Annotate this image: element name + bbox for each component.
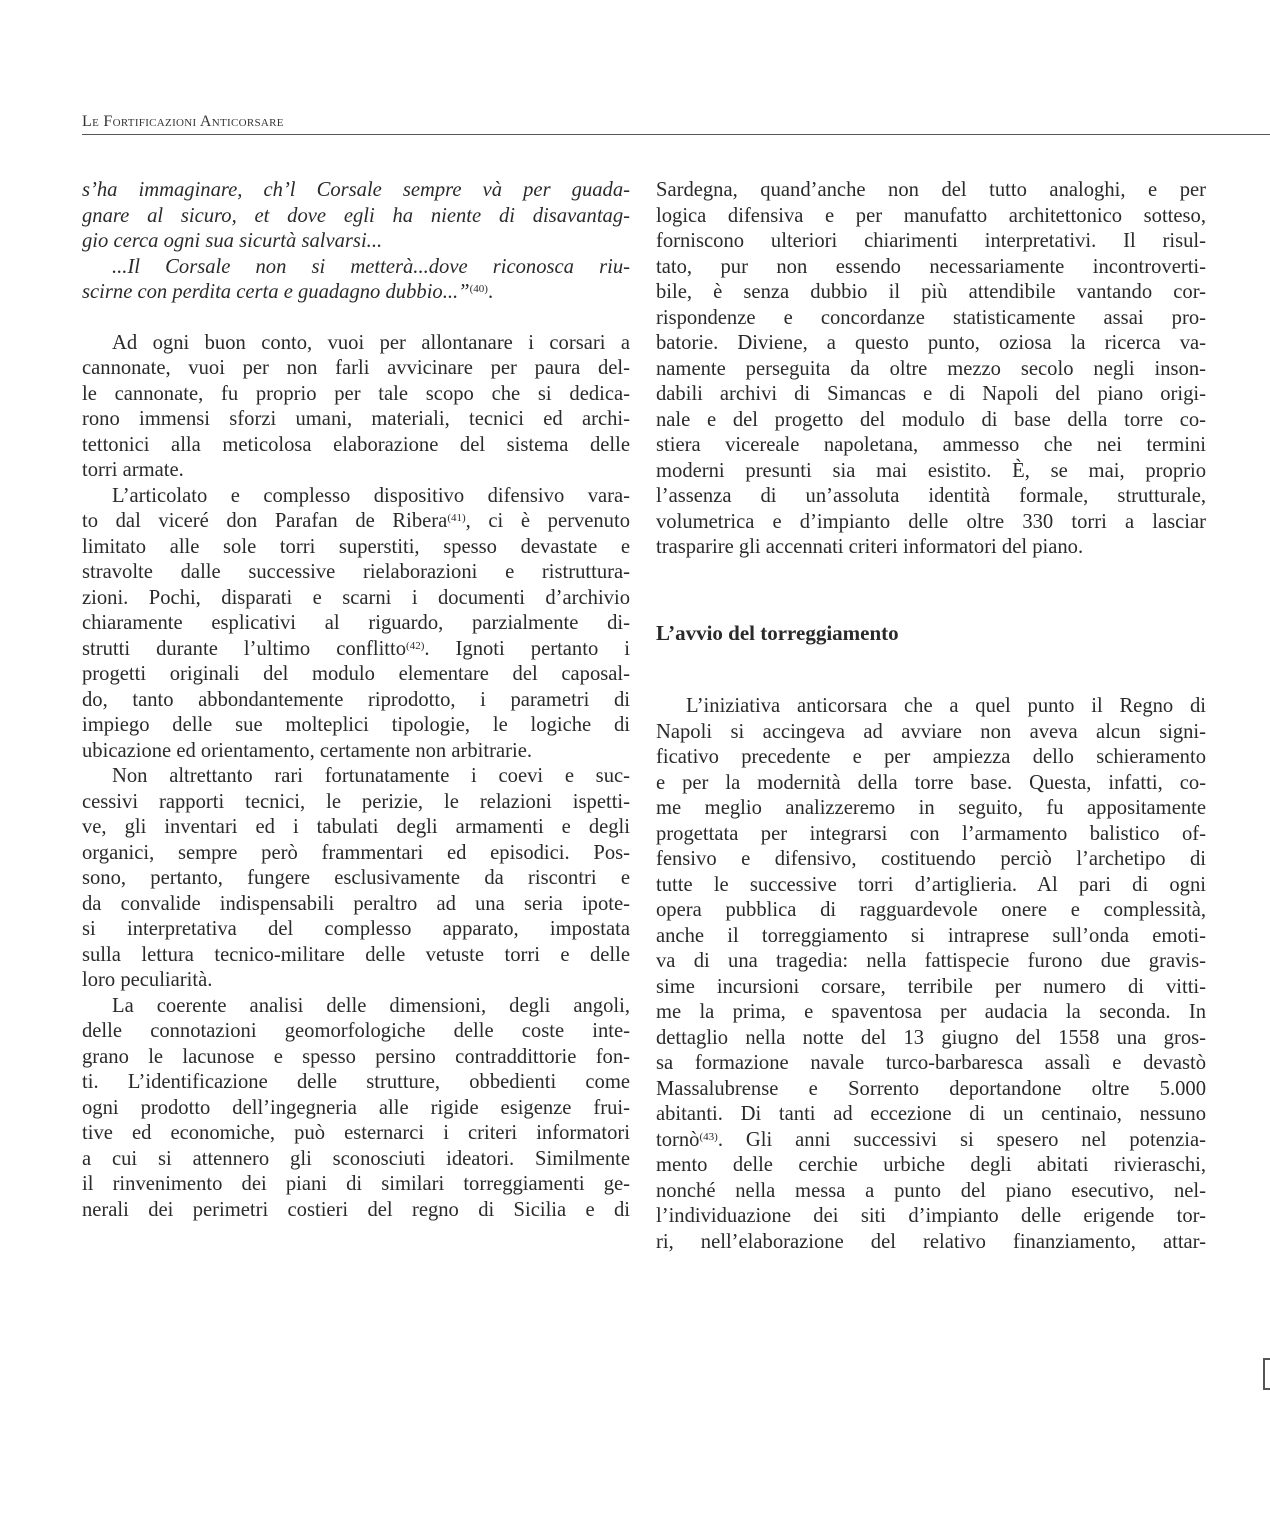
text-line: sulla lettura tecnico-militare delle vetuste torri e delle	[82, 943, 630, 966]
text-line: Non altrettanto rari fortunatamente i coevi e suc-	[112, 765, 630, 787]
text-line: zioni. Pochi, disparati e scarni i documenti d’archivio	[82, 586, 630, 609]
text-line: nonché nella messa a punto del piano esecutivo, nel-	[656, 1179, 1206, 1202]
text-line: ogni prodotto dell’ingegneria alle rigide esigenze frui-	[82, 1096, 630, 1119]
text-line: sime incursioni corsare, terribile per numero di vitti-	[656, 975, 1206, 998]
text-line: progettata per integrarsi con l’armamento balistico of-	[656, 822, 1206, 845]
paragraph	[82, 331, 630, 484]
text-line: tutte le successive torri d’artiglieria. Al pari di ogni	[656, 873, 1206, 896]
footnote-ref-40: (40)	[469, 283, 488, 295]
text-line: moderni presunti sia mai esistito. È, se mai, proprio	[656, 459, 1206, 482]
text-line: organici, sempre però frammentari ed episodici. Pos-	[82, 841, 630, 864]
quote-line: ...Il Corsale non si metterà...dove riconosca riu-	[112, 255, 630, 278]
text-line: Napoli si accingeva ad avviare non aveva alcun signi-	[656, 720, 1206, 743]
text-line: bile, è senza dubbio il più attendibile vantando cor-	[656, 281, 1206, 303]
text-line: rono immensi sforzi umani, materiali, tecnici ed archi-	[82, 408, 630, 430]
text-line: mento delle cerchie urbiche degli abitati rivieraschi,	[656, 1154, 1206, 1176]
text-line: me la prima, e spaventosa per audacia la seconda. In	[656, 1001, 1206, 1023]
text-line: batorie. Diviene, a questo punto, oziosa la ricerca va-	[656, 332, 1206, 354]
text-line: ficativo precedente e per ampiezza dello schieramento	[656, 746, 1206, 768]
text-line: dabili archivi di Simancas e di Napoli del piano origi-	[656, 383, 1206, 405]
paragraph	[82, 994, 630, 1224]
paragraph	[656, 694, 1206, 1255]
text-line: Sardegna, quand’anche non del tutto analoghi, e per	[656, 179, 1206, 201]
margin-bracket-mark	[1263, 1358, 1270, 1390]
text-line: strutti durante l’ultimo conflitto$^{(42)}$. Ignoti pertanto i	[82, 637, 631, 660]
text-line: trasparire gli accennati criteri informatori del piano.	[656, 536, 1084, 558]
text-line: l’individuazione dei siti d’impianto delle erigende tor-	[656, 1205, 1206, 1227]
text-line: nale e del progetto del modulo di base della torre co-	[656, 408, 1206, 431]
text-line: fensivo e difensivo, costituendo perciò l’archetipo di	[656, 848, 1206, 870]
running-head-title: Le Fortificazioni Anticorsare	[82, 113, 284, 130]
quote-line: gio cerca ogni sua sicurtà salvarsi...	[82, 230, 383, 252]
text-line: rispondenze e concordanze statisticamente assai pro-	[656, 306, 1206, 329]
paragraph	[82, 764, 630, 994]
text-line: ubicazione ed orientamento, certamente non arbitrarie.	[82, 739, 532, 762]
quote-line: gnare al sicuro, et dove egli ha niente di disavantag-	[82, 204, 630, 227]
text-line: sa formazione navale turco-barbaresca assalì e devastò	[656, 1052, 1206, 1074]
footnote-ref-41: (41)	[447, 512, 466, 524]
paragraph	[656, 178, 1206, 561]
text-line: il rinvenimento dei piani di similari torreggiamenti ge-	[82, 1173, 630, 1195]
running-head	[82, 112, 1270, 135]
text-line: cannonate, vuoi per non farli avvicinare per paura del-	[82, 357, 630, 379]
text-line: si interpretativa del complesso apparato, impostata	[82, 918, 630, 940]
text-line: Ad ogni buon conto, vuoi per allontanare i corsari a	[112, 331, 630, 354]
right-column	[656, 178, 1206, 1255]
text-line: a cui si attennero gli sconosciuti ideatori. Similmente	[82, 1147, 630, 1170]
text-line: grano le lacunose e spesso persino contraddittorie fon-	[82, 1045, 630, 1068]
text-line: to dal viceré don Parafan de Ribera$^{(41)}$, ci è pervenuto	[82, 510, 630, 532]
text-line: tettonici alla meticolosa elaborazione del sistema delle	[82, 433, 630, 456]
text-line: ti. L’identificazione delle strutture, obbedienti come	[82, 1071, 630, 1093]
paragraph	[82, 484, 630, 765]
text-line: torri armate.	[82, 459, 184, 481]
text-line: ve, gli inventari ed i tabulati degli armamenti e degli	[82, 816, 630, 838]
text-line: namente perseguita da oltre mezzo secolo negli inson-	[656, 357, 1206, 380]
footnote-ref-43: (43)	[699, 1130, 718, 1143]
text-line: delle connotazioni geomorfologiche delle coste inte-	[82, 1020, 630, 1042]
text-line: anche il torreggiamento si intraprese sull’onda emoti-	[656, 924, 1206, 947]
text-line: L’articolato e complesso dispositivo difensivo vara-	[112, 484, 630, 507]
text-line: l’assenza di un’assoluta identità formale, strutturale,	[656, 485, 1206, 507]
left-column	[82, 178, 630, 1223]
text-line: tornò$^{(43)}$. Gli anni successivi si spesero nel potenzia-	[656, 1128, 1206, 1151]
text-line: La coerente analisi delle dimensioni, degli angoli,	[112, 994, 630, 1017]
text-line: logica difensiva e per manufatto architettonico sotteso,	[656, 204, 1206, 227]
text-line: loro peculiarità.	[82, 969, 213, 991]
text-line: forniscono ulteriori chiarimenti interpretativi. Il risul-	[656, 230, 1206, 252]
quotation	[82, 178, 630, 306]
text-line: me meglio analizzeremo in seguito, fu appositamente	[656, 797, 1206, 819]
quote-line-text: scirne con perdita certa e guadagno dubbio...”	[82, 281, 470, 303]
text-line: e per la modernità della torre base. Questa, infatti, co-	[656, 771, 1206, 794]
text-line: ri, nell’elaborazione del relativo finanziamento, attar-	[656, 1230, 1206, 1253]
text-line: limitato alle sole torri superstiti, spesso devastate e	[82, 535, 630, 558]
footnote-ref-42: (42)	[406, 639, 425, 652]
text-line: progetti originali del modulo elementare del caposal-	[82, 663, 630, 685]
text-line: cessivi rapporti tecnici, le perizie, le relazioni ispetti-	[82, 790, 630, 813]
text-line: va di una tragedia: nella fattispecie furono due gravis-	[656, 950, 1206, 972]
quote-line: scirne con perdita certa e guadagno dubbio...”$^{(40)}$.	[82, 281, 494, 303]
text-line: abitanti. Di tanti ad eccezione di un centinaio, nessuno	[656, 1103, 1206, 1125]
quote-line: s’ha immaginare, ch’l Corsale sempre và per guada-	[82, 179, 630, 201]
text-line: tive ed economiche, può esternarci i criteri informatori	[82, 1122, 630, 1144]
text-line: do, tanto abbondantemente riprodotto, i parametri di	[82, 688, 630, 711]
text-line: stiera vicereale napoletana, ammesso che nei termini	[656, 434, 1206, 456]
text-line: sono, pertanto, fungere esclusivamente da riscontri e	[82, 867, 630, 889]
text-line: volumetrica e d’impianto delle oltre 330 torri a lasciar	[656, 510, 1206, 533]
text-line: dettaglio nella notte del 13 giugno del 1558 una gros-	[656, 1026, 1206, 1049]
text-line: impiego delle sue molteplici tipologie, le logiche di	[82, 714, 630, 736]
text-line: da convalide indispensabili peraltro ad una seria ipote-	[82, 892, 630, 915]
text-line: le cannonate, fu proprio per tale scopo che si dedica-	[82, 382, 630, 405]
text-line: tato, pur non essendo necessariamente incontroverti-	[656, 255, 1206, 278]
text-line: chiaramente esplicativi al riguardo, parzialmente di-	[82, 612, 630, 634]
text-line: opera pubblica di ragguardevole onere e complessità,	[656, 899, 1206, 921]
text-line: L’iniziativa anticorsara che a quel punto il Regno di	[686, 695, 1206, 717]
text-line: Massalubrense e Sorrento deportandone oltre 5.000	[656, 1077, 1206, 1100]
text-line: stravolte dalle successive rielaborazioni e ristruttura-	[82, 561, 630, 583]
section-heading: L’avvio del torreggiamento	[656, 620, 899, 645]
text-line: nerali dei perimetri costieri del regno di Sicilia e di	[82, 1198, 630, 1221]
